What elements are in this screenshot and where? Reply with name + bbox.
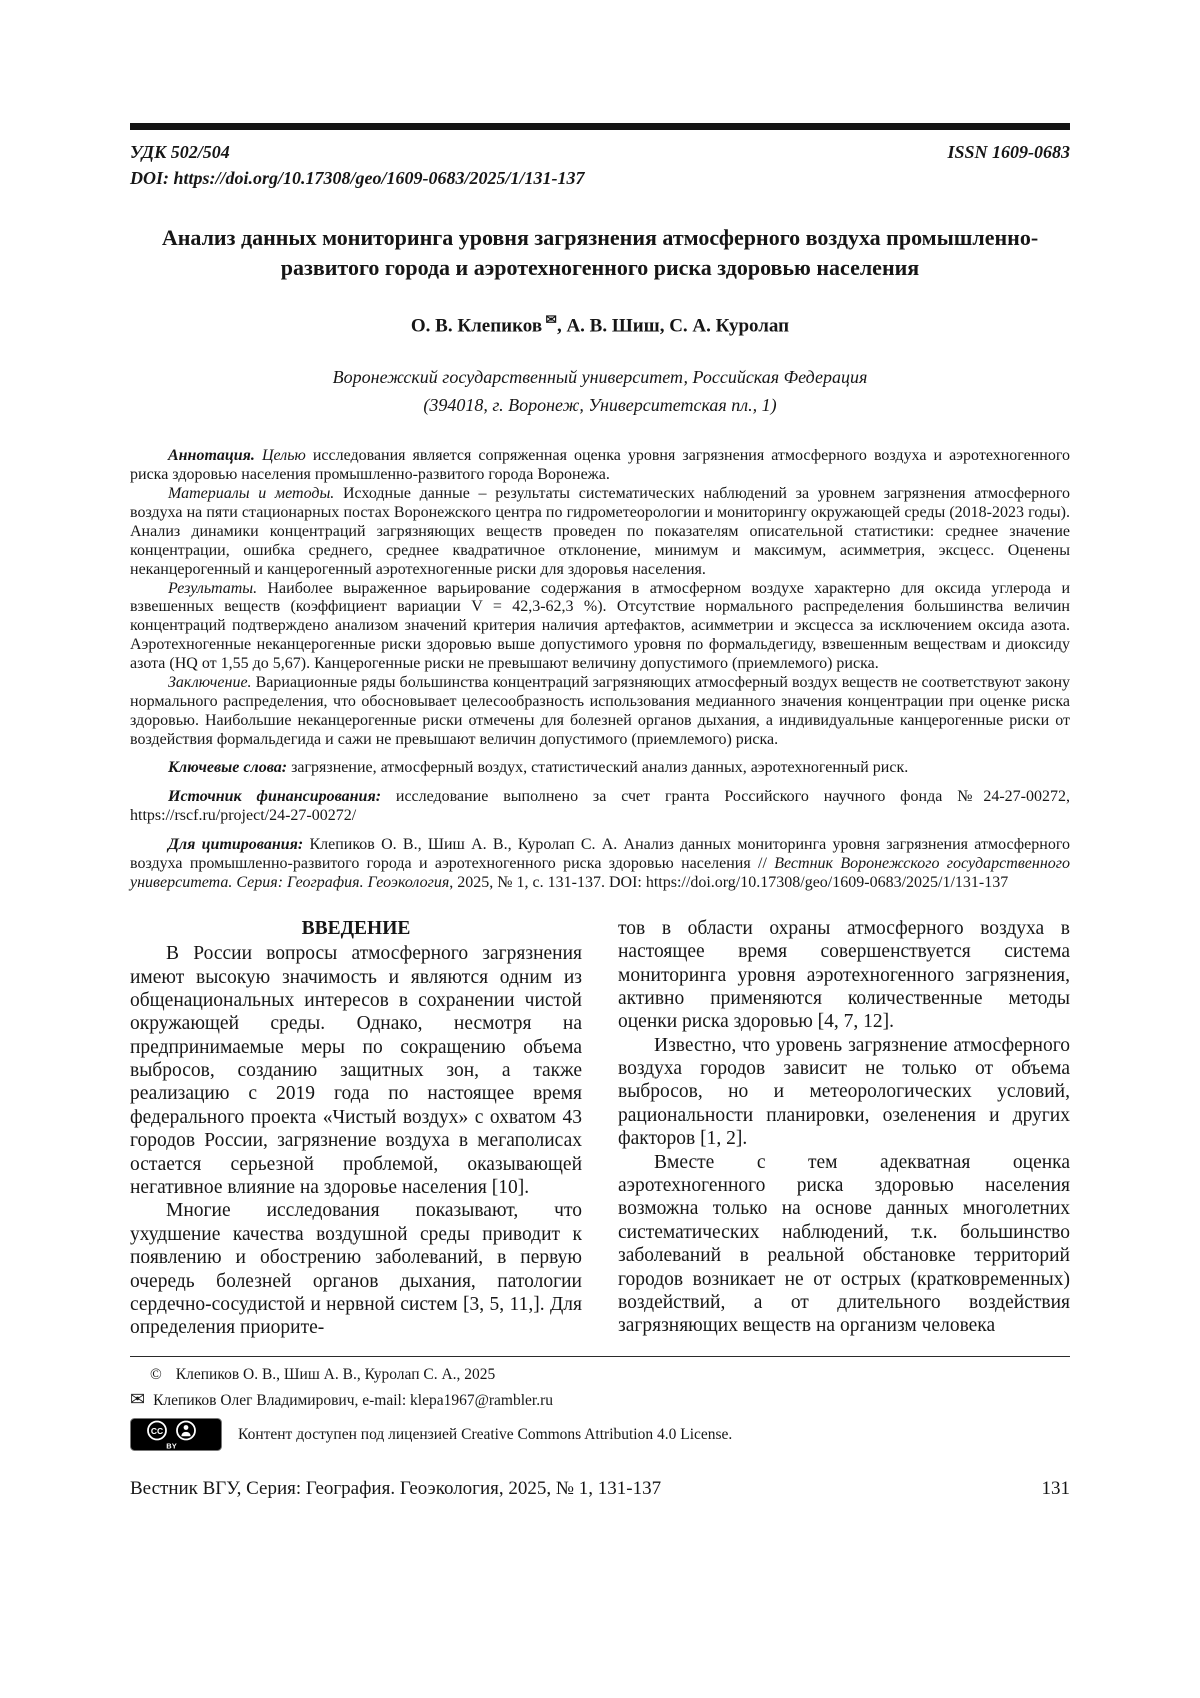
funding-line: Источник финансирования: исследование выполнено за счет гранта Российского научного фонда №24-27-00272, https://rscf.ru/project/24-27-00272/ <box>130 788 1070 825</box>
intro-right-paragraph-1: тов в области охраны атмосферного воздуха в настоящее время совершенствуется система мониторинга уровня аэротехногенного загрязнения, активно применяются количественные методы оценки риска здоровью [4, 7, 12]. <box>618 917 1070 1033</box>
doi-line: DOI: https://doi.org/10.17308/geo/1609-0683/2025/1/131-137 <box>130 168 585 188</box>
contact-line <box>130 1388 1070 1411</box>
citation-line: Для цитирования: Клепиков О. В., Шиш А. В., Куролап С. А. Анализ данных мониторинга уровня загрязнения атмосферного воздуха промышленно-развитого города и аэротехногенного риска здоровью населения // Вестник Воронежского государственного университета. Серия: География. Геоэкология, 2025, № 1, с. 131-137. DOI: https://doi.org/10.17308/geo/1609-0683/2025/1/131-137 <box>130 836 1071 891</box>
affiliation-line2: (394018, г. Воронеж, Университетская пл., 1) <box>423 394 777 415</box>
udc-label: УДК 502/504 <box>130 142 230 162</box>
affiliation-block <box>130 364 1070 420</box>
bottom-footer <box>130 1478 1070 1500</box>
article-title: Анализ данных мониторинга уровня загрязнения атмосферного воздуха промышленно-развитого города и аэротехногенного риска здоровью населения <box>161 225 1039 280</box>
intro-left-paragraph-1: В России вопросы атмосферного загрязнения имеют высокую значимость и являются одним из общенациональных интересов в сохранении чистой окружающей среды. Однако, несмотря на предпринимаемые меры по сокращению объема выбросов, созданию защитных зон, а также реализацию с 2019 года по настоящее время федерального проекта «Чистый воздух» с охватом 43 городов России, загрязнение воздуха в мегаполисах остается серьезной проблемой, оказывающей негативное влияние на здоровье населения [10]. <box>130 943 582 1199</box>
person-icon <box>184 1425 189 1430</box>
by-label: BY <box>166 1441 177 1451</box>
license-line <box>130 1418 1070 1451</box>
copyright-line <box>130 1365 1070 1385</box>
affiliation-line1: Воронежский государственный университет, Российская Федерация <box>332 366 868 387</box>
abstract-paragraph-conclusion: Заключение. Вариационные ряды большинства концентраций загрязняющих атмосферный воздух веществ не соответствуют закону нормального распределения, что обосновывает целесообразность использования медианного значения концентрации при оценке риска здоровью. Наибольшие неканцерогенные риски отмечены для болезней органов дыхания, а индивидуальные канцерогенные риски от воздействия формальдегида и сажи не превышают величин допустимого (приемлемого) риска. <box>130 673 1071 748</box>
envelope-icon: ✉ <box>130 1388 146 1409</box>
intro-right-paragraph-3: Вместе с тем адекватная оценка аэротехногенного риска здоровью населения возможна только на основе данных многолетних систематических наблюдений, т.к. большинство заболеваний в реальной обстановке территорий городов возникает не от острых (кратковременных) воздействий, а от длительного воздействия загрязняющих веществ на организм человека <box>618 1151 1070 1337</box>
header-row <box>130 142 1070 163</box>
intro-right-paragraph-2: Известно, что уровень загрязнение атмосферного воздуха городов зависит не только от объема выбросов, но и метеорологических условий, рациональности планировки, озеленения и других факторов [1, 2]. <box>618 1034 1070 1150</box>
copyright-symbol: © <box>150 1365 162 1383</box>
page-number: 131 <box>1041 1478 1070 1499</box>
abstract-section <box>130 447 1070 892</box>
cc-by-badge <box>130 1418 222 1451</box>
issn-label: ISSN 1609-0683 <box>947 142 1070 162</box>
introduction-heading: ВВЕДЕНИЕ <box>301 917 411 939</box>
top-rule <box>130 123 1070 130</box>
intro-left-paragraph-2: Многие исследования показывают, что ухудшение качества воздушной среды приводит к появлению и обострению заболеваний, в первую очередь болезней органов дыхания, патологии сердечно-сосудистой и нервной систем [3, 5, 11,]. Для определения приорите- <box>130 1200 582 1339</box>
abstract-paragraph-results: Результаты. Наиболее выраженное варьирование содержания в атмосферном воздухе характерно для оксида углерода и взвешенных веществ (коэффициент вариации V = 42,3-62,3 %). Отсутствие нормального распределения большинства величин концентраций подтверждено анализом значений критерия наличия артефактов, асимметрии и эксцесса за исключением оксида азота. Аэротехногенные неканцерогенные риски здоровью выше допустимого уровня по формальдегиду, взвешенным веществам и диоксиду азота (HQ от 1,55 до 5,67). Канцерогенные риски не превышают величину допустимого (приемлемого) риска. <box>130 579 1071 673</box>
abstract-paragraph-annotation: Аннотация. Целью исследования является сопряженная оценка уровня загрязнения атмосферного воздуха и аэротехногенного риска здоровью населения промышленно-развитого города Воронежа. <box>130 447 1071 484</box>
footnote-separator <box>130 1356 1070 1357</box>
introduction-columns <box>130 917 1070 1340</box>
copyright-text: Клепиков О. В., Шиш А. В., Куролап С. А., 2025 <box>175 1365 496 1383</box>
journal-footer-text: Вестник ВГУ, Серия: География. Геоэкология, 2025, № 1, 131-137 <box>130 1478 662 1499</box>
right-column <box>618 917 1070 1340</box>
left-column <box>130 917 582 1340</box>
contact-text: Клепиков Олег Владимирович, e-mail: klepa1967@rambler.ru <box>153 1391 553 1409</box>
cc-label: CC <box>150 1426 164 1437</box>
abstract-paragraph-methods: Материалы и методы. Исходные данные – результаты систематических наблюдений за уровнем загрязнения атмосферного воздуха на пяти стационарных постах Воронежского центра по гидрометеорологии и мониторингу окружающей среды (2018-2023 годы). Анализ динамики концентраций загрязняющих веществ проведен по показателям описательной статистики: среднее значение концентрации, ошибка среднего, среднее квадратичное отклонение, минимум и максимум, асимметрия, эксцесс. Оценены неканцерогенный и канцерогенный аэротехногенные риски для здоровья населения. <box>130 485 1070 578</box>
footnote-block <box>130 1365 1070 1452</box>
authors-line: О. В. Клепиков ✉, А. В. Шиш, С. А. Куролап <box>410 312 790 337</box>
license-text: Контент доступен под лицензией Creative Commons Attribution 4.0 License. <box>238 1425 733 1443</box>
keywords-line: Ключевые слова: загрязнение, атмосферный воздух, статистический анализ данных, аэротехногенный риск. <box>168 759 909 777</box>
